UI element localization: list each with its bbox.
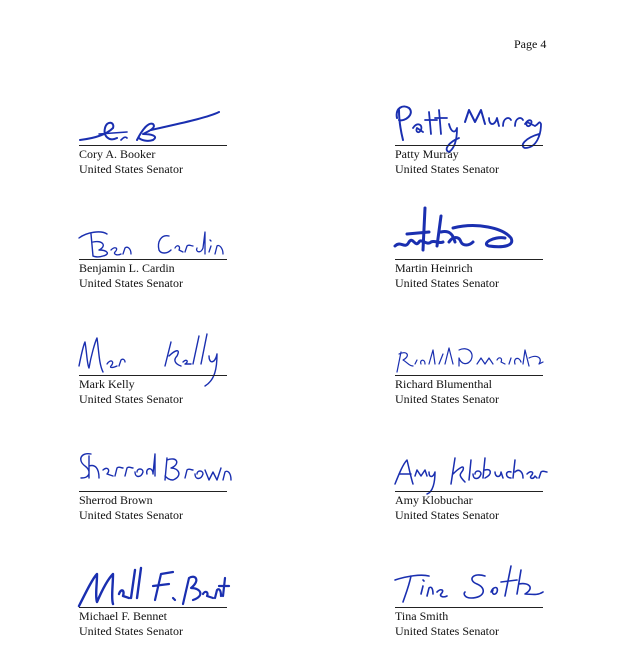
signatory-title: United States Senator (79, 162, 183, 176)
signatory-title: United States Senator (79, 624, 183, 638)
signatory-title: United States Senator (395, 508, 499, 522)
signature-line (395, 607, 543, 608)
signatory-title: United States Senator (79, 508, 183, 522)
signature-line (79, 375, 227, 376)
signatory-title: United States Senator (395, 162, 499, 176)
signatory-name: Tina Smith (395, 609, 449, 623)
signature-block-heinrich (395, 212, 543, 292)
signature-block-bennet (79, 560, 227, 640)
signatory-title: United States Senator (395, 276, 499, 290)
signature-block-klobuchar (395, 444, 543, 524)
signature-block-murray (395, 98, 543, 178)
signature-line (395, 259, 543, 260)
signature-line (395, 145, 543, 146)
signatory-title: United States Senator (79, 276, 183, 290)
signatory-title: United States Senator (395, 624, 499, 638)
signature-line (79, 259, 227, 260)
signatory-name: Sherrod Brown (79, 493, 153, 507)
signatory-name: Mark Kelly (79, 377, 135, 391)
signatory-title: United States Senator (395, 392, 499, 406)
signature-block-brown (79, 444, 227, 524)
signature-line (79, 607, 227, 608)
signature-line (395, 375, 543, 376)
signature-block-kelly (79, 328, 227, 408)
signature-line (395, 491, 543, 492)
signatory-name: Amy Klobuchar (395, 493, 473, 507)
signature-block-blumenthal (395, 328, 543, 408)
signatory-name: Cory A. Booker (79, 147, 156, 161)
signatory-name: Benjamin L. Cardin (79, 261, 175, 275)
signatory-title: United States Senator (79, 392, 183, 406)
signatory-name: Martin Heinrich (395, 261, 473, 275)
signature-line (79, 491, 227, 492)
signatory-name: Patty Murray (395, 147, 459, 161)
signature-block-smith (395, 560, 543, 640)
signature-block-booker (79, 98, 227, 178)
signature-block-cardin (79, 212, 227, 292)
signature-line (79, 145, 227, 146)
signatory-name: Richard Blumenthal (395, 377, 492, 391)
signatory-name: Michael F. Bennet (79, 609, 168, 623)
page-number: Page 4 (514, 37, 547, 51)
